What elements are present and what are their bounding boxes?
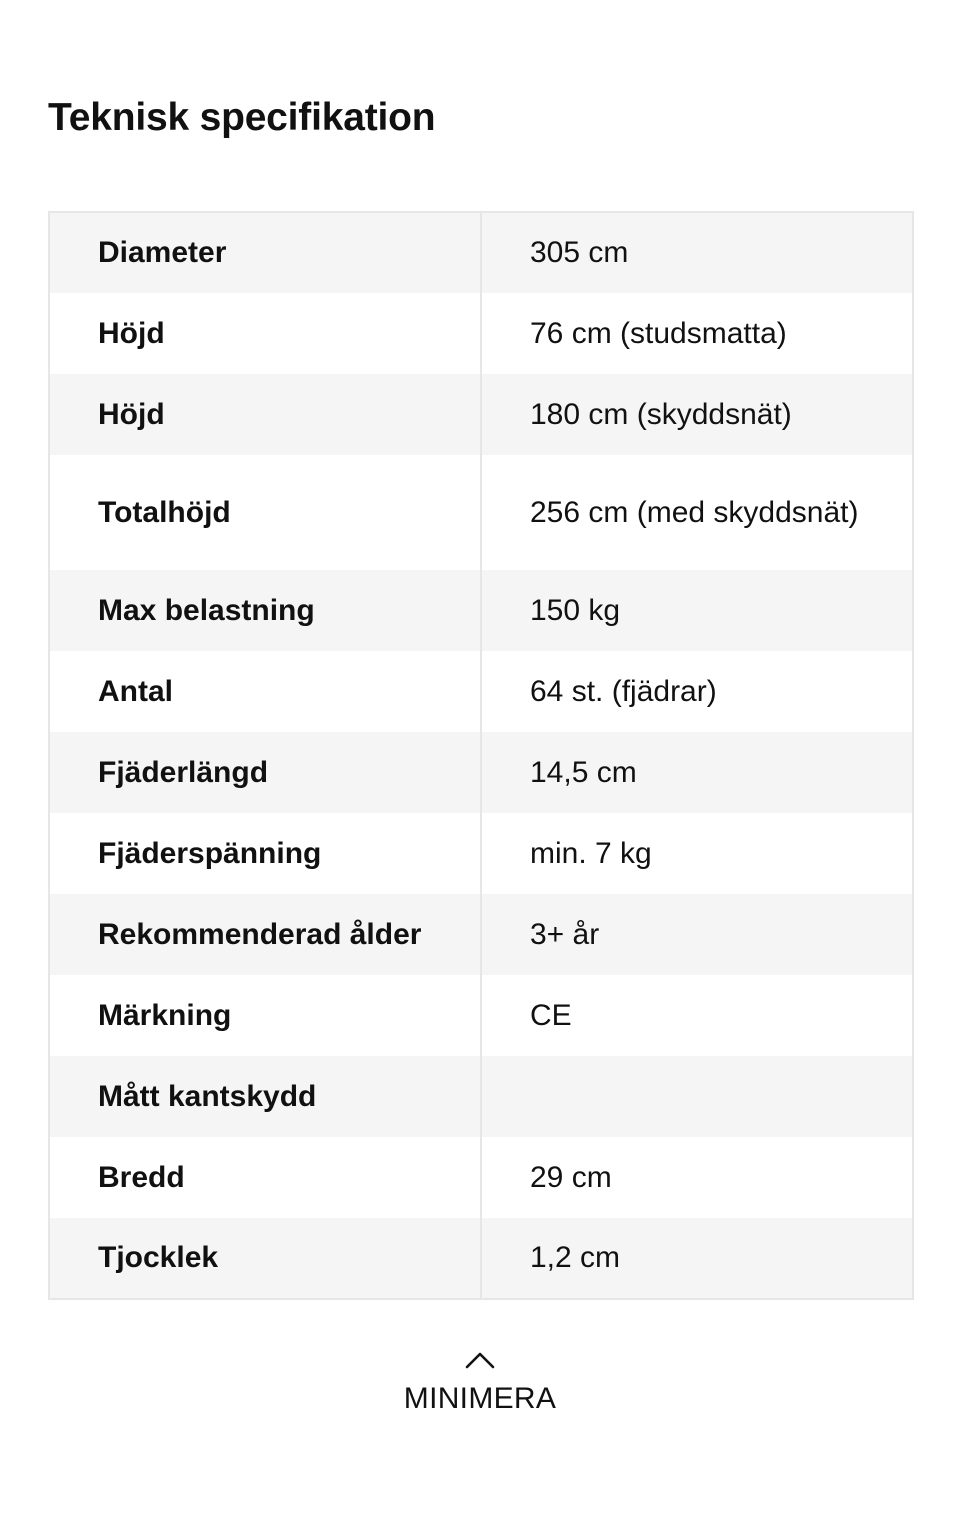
spec-label: Mått kantskydd	[49, 1056, 481, 1137]
spec-row	[49, 732, 913, 813]
spec-label: Antal	[49, 651, 481, 732]
spec-label: Diameter	[49, 212, 481, 293]
spec-row	[49, 813, 913, 894]
collapse-button[interactable]	[380, 1338, 580, 1422]
spec-row	[49, 975, 913, 1056]
spec-row	[49, 212, 913, 293]
spec-value: CE	[481, 975, 913, 1056]
collapse-label: MINIMERA	[403, 1382, 557, 1415]
spec-row	[49, 894, 913, 975]
spec-label: Fjäderspänning	[49, 813, 481, 894]
spec-value: 256 cm (med skyddsnät)	[481, 455, 913, 570]
spec-value: 150 kg	[481, 570, 913, 651]
spec-row	[49, 570, 913, 651]
spec-row	[49, 1137, 913, 1218]
chevron-up-icon	[464, 1350, 496, 1370]
spec-label: Märkning	[49, 975, 481, 1056]
spec-label: Höjd	[49, 293, 481, 374]
spec-row	[49, 374, 913, 455]
spec-label: Tjocklek	[49, 1218, 481, 1299]
spec-value: 14,5 cm	[481, 732, 913, 813]
spec-value: 64 st. (fjädrar)	[481, 651, 913, 732]
spec-value: 305 cm	[481, 212, 913, 293]
spec-table	[48, 211, 914, 1300]
spec-value: min. 7 kg	[481, 813, 913, 894]
spec-row	[49, 651, 913, 732]
spec-value	[481, 1056, 913, 1137]
spec-row	[49, 1056, 913, 1137]
spec-label: Fjäderlängd	[49, 732, 481, 813]
spec-row	[49, 293, 913, 374]
spec-label: Max belastning	[49, 570, 481, 651]
spec-label: Höjd	[49, 374, 481, 455]
spec-label: Rekommenderad ålder	[49, 894, 481, 975]
spec-row	[49, 455, 913, 570]
spec-value: 180 cm (skyddsnät)	[481, 374, 913, 455]
spec-value: 76 cm (studsmatta)	[481, 293, 913, 374]
spec-row	[49, 1218, 913, 1299]
spec-value: 3+ år	[481, 894, 913, 975]
spec-value: 1,2 cm	[481, 1218, 913, 1299]
spec-value: 29 cm	[481, 1137, 913, 1218]
spec-label: Totalhöjd	[49, 455, 481, 570]
page-title: Teknisk specifikation	[48, 96, 436, 139]
spec-label: Bredd	[49, 1137, 481, 1218]
